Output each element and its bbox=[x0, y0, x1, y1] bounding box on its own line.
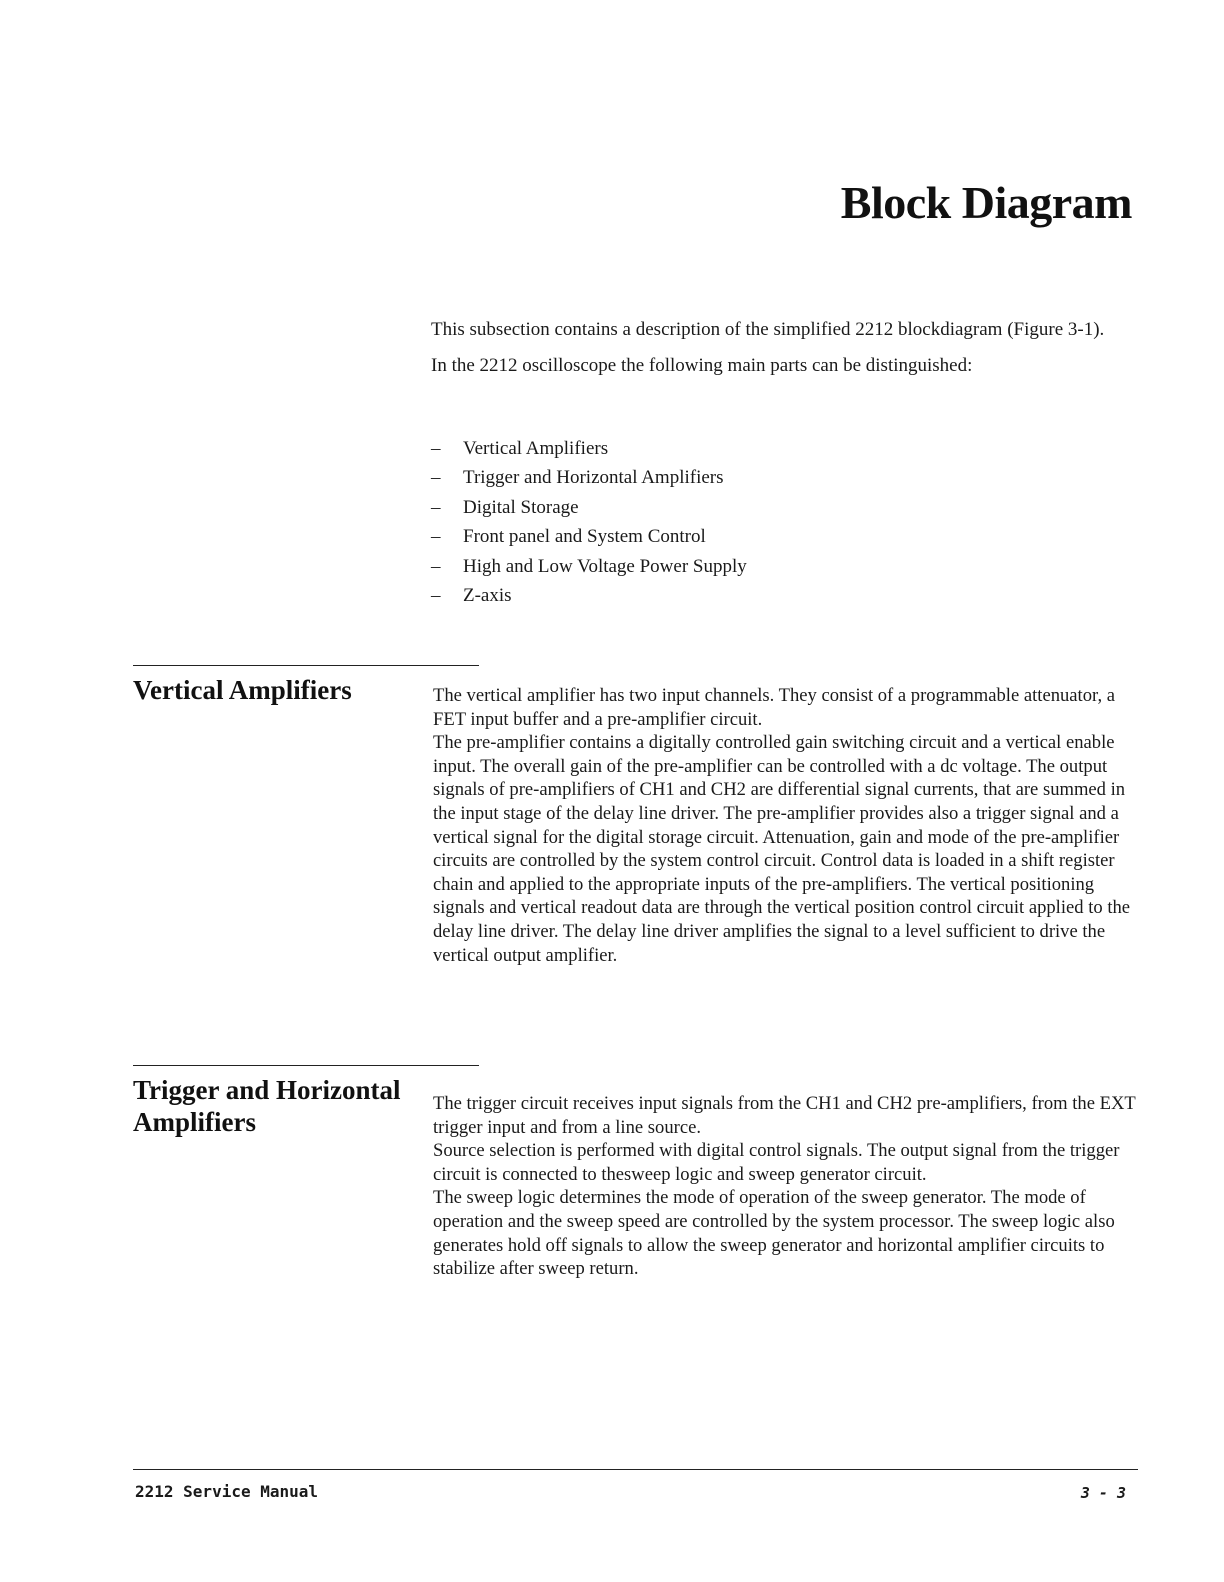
list-item-label: Trigger and Horizontal Amplifiers bbox=[463, 467, 724, 489]
list-item bbox=[431, 434, 747, 463]
list-item bbox=[431, 581, 747, 610]
body-paragraph: The pre-amplifier contains a digitally controlled gain switching circuit and a vertical enable input. The overall gain of the pre-amplifier can be controlled with a dc voltage. The output signals of pre-amplifiers of CH1 and CH2 are differential signal currents, that are summed in the input stage of the delay line driver. The pre-amplifier provides also a trigger signal and a vertical signal for the digital storage circuit. Attenuation, gain and mode of the pre-amplifier circuits are controlled by the system control circuit. Control data is loaded in a shift register chain and applied to the appropriate inputs of the pre-amplifiers. The vertical positioning signals and vertical readout data are through the vertical position control circuit applied to the delay line driver. The delay line driver amplifies the signal to a level sufficient to drive the vertical output amplifier. bbox=[433, 732, 1131, 966]
section-heading-vertical-amplifiers: Vertical Amplifiers bbox=[133, 675, 352, 705]
dash-bullet: – bbox=[431, 584, 441, 606]
list-item-label: Front panel and System Control bbox=[463, 526, 706, 548]
dash-bullet: – bbox=[431, 438, 441, 459]
dash-bullet: – bbox=[431, 555, 441, 577]
list-item bbox=[431, 463, 747, 492]
body-paragraph: The vertical amplifier has two input channels. They consist of a programmable attenuator, a FET input buffer and a pre-amplifier circuit. bbox=[433, 685, 1116, 730]
section-body-trigger-horizontal bbox=[433, 1092, 1138, 1281]
intro-paragraph: This subsection contains a description of the simplified 2212 blockdiagram (Figure 3-1). bbox=[431, 319, 1105, 340]
footer-divider bbox=[133, 1469, 1138, 1470]
intro-section bbox=[431, 317, 1131, 389]
footer-page-number: 3 - 3 bbox=[1080, 1484, 1126, 1502]
section-divider bbox=[133, 665, 479, 666]
list-item-label: High and Low Voltage Power Supply bbox=[463, 555, 747, 577]
body-paragraph: Source selection is performed with digital control signals. The output signal from the trigger circuit is connected to thesweep logic and sweep generator circuit. bbox=[433, 1140, 1120, 1185]
main-parts-list bbox=[431, 434, 747, 610]
footer-manual-title: 2212 Service Manual bbox=[135, 1482, 319, 1501]
list-item bbox=[431, 493, 747, 522]
page-title: Block Diagram bbox=[840, 177, 1132, 228]
section-body-vertical-amplifiers bbox=[433, 684, 1138, 967]
body-paragraph: The sweep logic determines the mode of operation of the sweep generator. The mode of operation and the sweep speed are controlled by the system processor. The sweep logic also generates hold off signals to allow the sweep generator and horizontal amplifier circuits to stabilize after sweep return. bbox=[433, 1187, 1115, 1280]
dash-bullet: – bbox=[431, 526, 441, 548]
list-item-label: Digital Storage bbox=[463, 496, 579, 518]
body-paragraph: The trigger circuit receives input signals from the CH1 and CH2 pre-amplifiers, from the EXT trigger input and from a line source. bbox=[433, 1093, 1136, 1138]
section-divider bbox=[133, 1065, 479, 1066]
list-item-label: Vertical Amplifiers bbox=[463, 438, 609, 459]
intro-paragraph: In the 2212 oscilloscope the following main parts can be distinguished: bbox=[431, 355, 973, 376]
section-heading-trigger-horizontal: Trigger and Horizontal Amplifiers bbox=[133, 1075, 401, 1137]
list-item-label: Z-axis bbox=[463, 584, 512, 606]
list-item bbox=[431, 522, 747, 551]
dash-bullet: – bbox=[431, 467, 441, 489]
list-item bbox=[431, 552, 747, 581]
dash-bullet: – bbox=[431, 496, 441, 518]
